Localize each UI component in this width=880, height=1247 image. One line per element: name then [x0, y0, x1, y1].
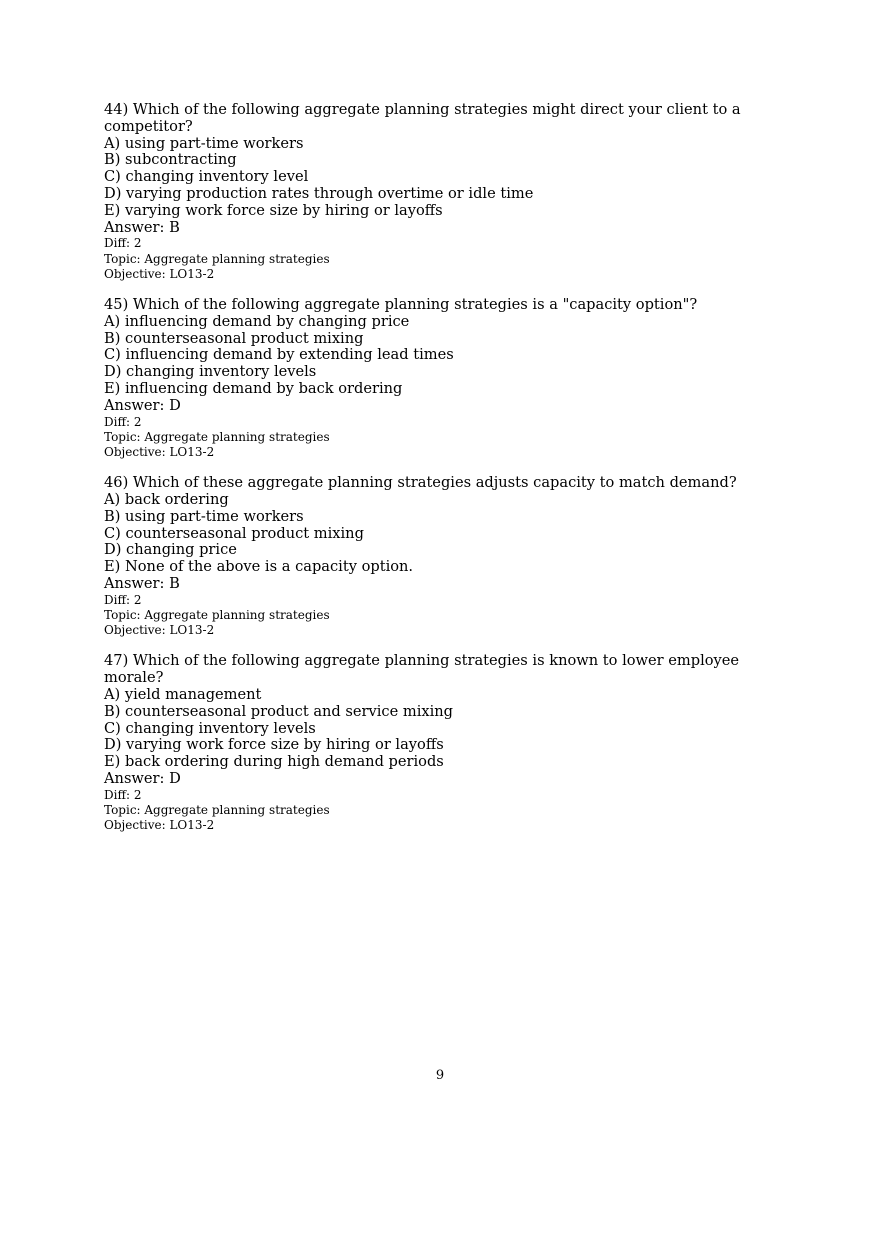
difficulty: Diff: 2 [104, 414, 142, 429]
topic: Topic: Aggregate planning strategies [104, 429, 330, 444]
question-text: 46) Which of these aggregate planning strategies adjusts capacity to match demand? [104, 474, 737, 492]
objective: Objective: LO13-2 [104, 818, 215, 833]
option-d: D) changing price [104, 541, 237, 559]
option-a: A) using part-time workers [104, 134, 304, 152]
question-46 [104, 475, 764, 638]
option-c: C) changing inventory levels [104, 719, 316, 737]
option-d: D) varying work force size by hiring or layoffs [104, 736, 444, 754]
answer: Answer: B [104, 574, 180, 592]
option-c: C) influencing demand by extending lead times [104, 346, 454, 364]
answer: Answer: D [104, 769, 181, 787]
page-number: 9 [435, 1068, 445, 1083]
option-a: A) back ordering [104, 490, 229, 508]
difficulty: Diff: 2 [104, 592, 142, 607]
option-b: B) counterseasonal product and service mixing [104, 702, 454, 720]
option-e: E) varying work force size by hiring or layoffs [104, 201, 443, 219]
question-text: 44) Which of the following aggregate planning strategies might direct your client to a competitor? [104, 101, 741, 135]
objective: Objective: LO13-2 [104, 444, 215, 459]
topic: Topic: Aggregate planning strategies [104, 607, 330, 622]
difficulty: Diff: 2 [104, 787, 142, 802]
topic: Topic: Aggregate planning strategies [104, 802, 330, 817]
answer: Answer: B [104, 218, 180, 236]
option-b: B) using part-time workers [104, 507, 304, 525]
topic: Topic: Aggregate planning strategies [104, 251, 330, 266]
option-c: C) counterseasonal product mixing [104, 524, 364, 542]
question-text: 47) Which of the following aggregate planning strategies is known to lower employee morale? [104, 652, 740, 687]
objective: Objective: LO13-2 [104, 623, 215, 638]
option-b: B) counterseasonal product mixing [104, 329, 364, 347]
option-b: B) subcontracting [104, 151, 237, 169]
question-45 [104, 297, 764, 460]
option-a: A) yield management [104, 685, 262, 703]
option-e: E) back ordering during high demand periods [104, 753, 444, 771]
question-text: 45) Which of the following aggregate planning strategies is a "capacity option"? [104, 295, 698, 313]
option-c: C) changing inventory level [104, 168, 309, 186]
question-list [104, 102, 764, 848]
option-e: E) None of the above is a capacity option. [104, 558, 414, 576]
option-d: D) varying production rates through overtime or idle time [104, 184, 534, 202]
option-a: A) influencing demand by changing price [104, 312, 410, 330]
question-44 [104, 102, 764, 282]
objective: Objective: LO13-2 [104, 266, 215, 281]
difficulty: Diff: 2 [104, 236, 142, 251]
answer: Answer: D [104, 396, 181, 414]
option-d: D) changing inventory levels [104, 363, 317, 381]
question-47 [104, 653, 764, 833]
option-e: E) influencing demand by back ordering [104, 379, 403, 397]
